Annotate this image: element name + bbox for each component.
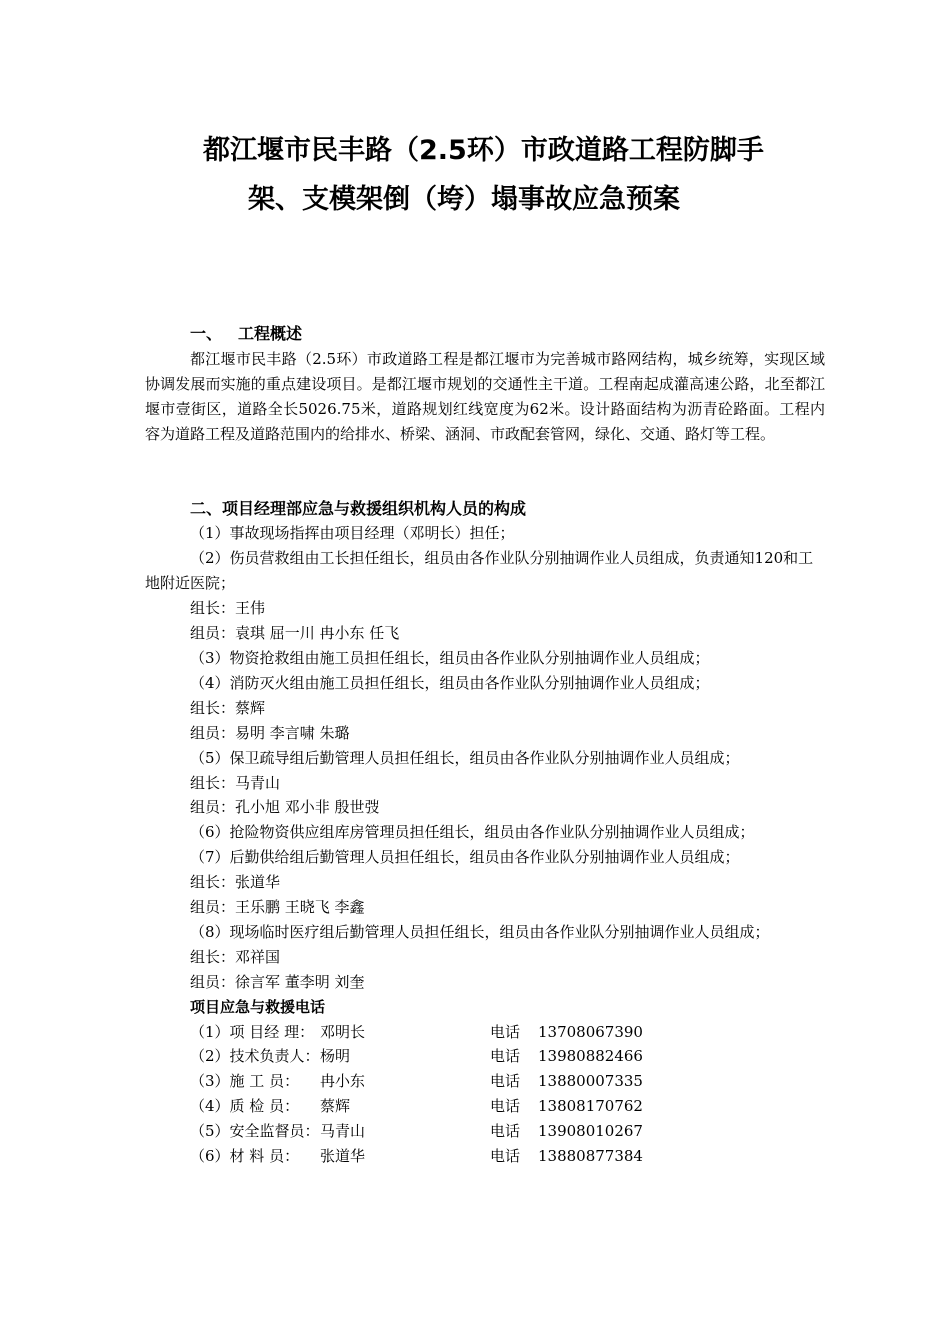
contact-row <box>145 1020 825 1045</box>
contact-tel-label: 电话 <box>490 1097 521 1116</box>
contact-row <box>145 1069 825 1094</box>
section-2-item: 组长：蔡辉 <box>190 698 266 717</box>
section-2-item: 组员：徐言军 董李明 刘奎 <box>190 972 365 991</box>
contact-name: 冉小东 <box>320 1072 366 1091</box>
contact-phone: 13980882466 <box>538 1047 643 1066</box>
section-2-item: 组员：袁琪 屈一川 冉小东 任飞 <box>190 624 400 643</box>
section-2-item: 组员：王乐鹏 王晓飞 李鑫 <box>190 898 365 917</box>
section-2-item: 组长：张道华 <box>190 873 281 892</box>
contact-phone: 13708067390 <box>538 1022 643 1041</box>
contact-role: （1）项 目经 理： <box>190 1022 315 1041</box>
contact-tel-label: 电话 <box>490 1147 521 1166</box>
document-title-line-1: 都江堰市民丰路（2.5环）市政道路工程防脚手 <box>203 135 764 166</box>
section-gap <box>145 447 825 497</box>
contact-tel-label: 电话 <box>490 1122 521 1141</box>
contact-row <box>145 1119 825 1144</box>
contact-role: （4）质 检 员： <box>190 1097 300 1116</box>
contact-phone: 13880007335 <box>538 1072 643 1091</box>
section-1-title: 工程概述 <box>238 324 303 343</box>
section-2-item: （6）抢险物资供应组库房管理员担任组长，组员由各作业队分别抽调作业人员组成； <box>190 823 755 842</box>
contact-name: 蔡辉 <box>320 1097 351 1116</box>
section-2-item: （4）消防灭火组由施工员担任组长，组员由各作业队分别抽调作业人员组成； <box>190 673 710 692</box>
contact-row <box>145 1144 825 1169</box>
contact-name: 马青山 <box>320 1122 366 1141</box>
contact-row <box>145 1044 825 1069</box>
section-2-item: 组长：马青山 <box>190 773 281 792</box>
contact-role: （6）材 料 员： <box>190 1147 300 1166</box>
contact-phone: 13908010267 <box>538 1122 643 1141</box>
contact-role: （5）安全监督员： <box>190 1122 320 1141</box>
section-2-item: （5）保卫疏导组后勤管理人员担任组长，组员由各作业队分别抽调作业人员组成； <box>190 748 740 767</box>
section-2-item: （1）事故现场指挥由项目经理（邓明长）担任； <box>190 524 515 543</box>
contact-phone: 13808170762 <box>538 1097 643 1116</box>
section-2-item: （7）后勤供给组后勤管理人员担任组长，组员由各作业队分别抽调作业人员组成； <box>190 848 740 867</box>
section-2-item: 组长：邓祥国 <box>190 947 281 966</box>
section-2-item: （8）现场临时医疗组后勤管理人员担任组长，组员由各作业队分别抽调作业人员组成； <box>190 922 770 941</box>
section-2-heading: 二、项目经理部应急与救援组织机构人员的构成 <box>190 498 527 518</box>
section-2-item: （2）伤员营救组由工长担任组长，组员由各作业队分别抽调作业人员组成，负责通知120和工地附近医院； <box>145 549 814 593</box>
section-2-item: 组长：王伟 <box>190 599 266 618</box>
document-title-line-2: 架、支模架倒（垮）塌事故应急预案 <box>248 184 680 215</box>
document-body <box>145 322 825 1169</box>
contact-name: 杨明 <box>320 1047 351 1066</box>
contact-tel-label: 电话 <box>490 1022 521 1041</box>
contact-name: 张道华 <box>320 1147 366 1166</box>
contacts-heading: 项目应急与救援电话 <box>190 997 326 1016</box>
section-1-paragraph: 都江堰市民丰路（2.5环）市政道路工程是都江堰市为完善城市路网结构，城乡统筹，实现区域协调发展而实施的重点建设项目。是都江堰市规划的交通性主干道。工程南起成灌高速公路，北至都江堰市壹街区，道路全长5026.75米，道路规划红线宽度为62米。设计路面结构为沥青砼路面。工程内容为道路工程及道路范围内的给排水、桥梁、涵洞、市政配套管网，绿化、交通、路灯等工程。 <box>145 349 825 443</box>
contact-role: （2）技术负责人： <box>190 1047 320 1066</box>
contact-phone: 13880877384 <box>538 1147 643 1166</box>
contact-tel-label: 电话 <box>490 1047 521 1066</box>
contact-role: （3）施 工 员： <box>190 1072 300 1091</box>
section-2-item: 组员：易明 李言啸 朱璐 <box>190 723 350 742</box>
section-1-heading <box>145 322 825 347</box>
contact-tel-label: 电话 <box>490 1072 521 1091</box>
section-2-item: （3）物资抢救组由施工员担任组长，组员由各作业队分别抽调作业人员组成； <box>190 648 710 667</box>
section-2-item: 组员：孔小旭 邓小非 殷世弢 <box>190 798 380 817</box>
contact-name: 邓明长 <box>320 1022 366 1041</box>
contact-row <box>145 1094 825 1119</box>
section-1-number: 一、 <box>190 324 223 343</box>
